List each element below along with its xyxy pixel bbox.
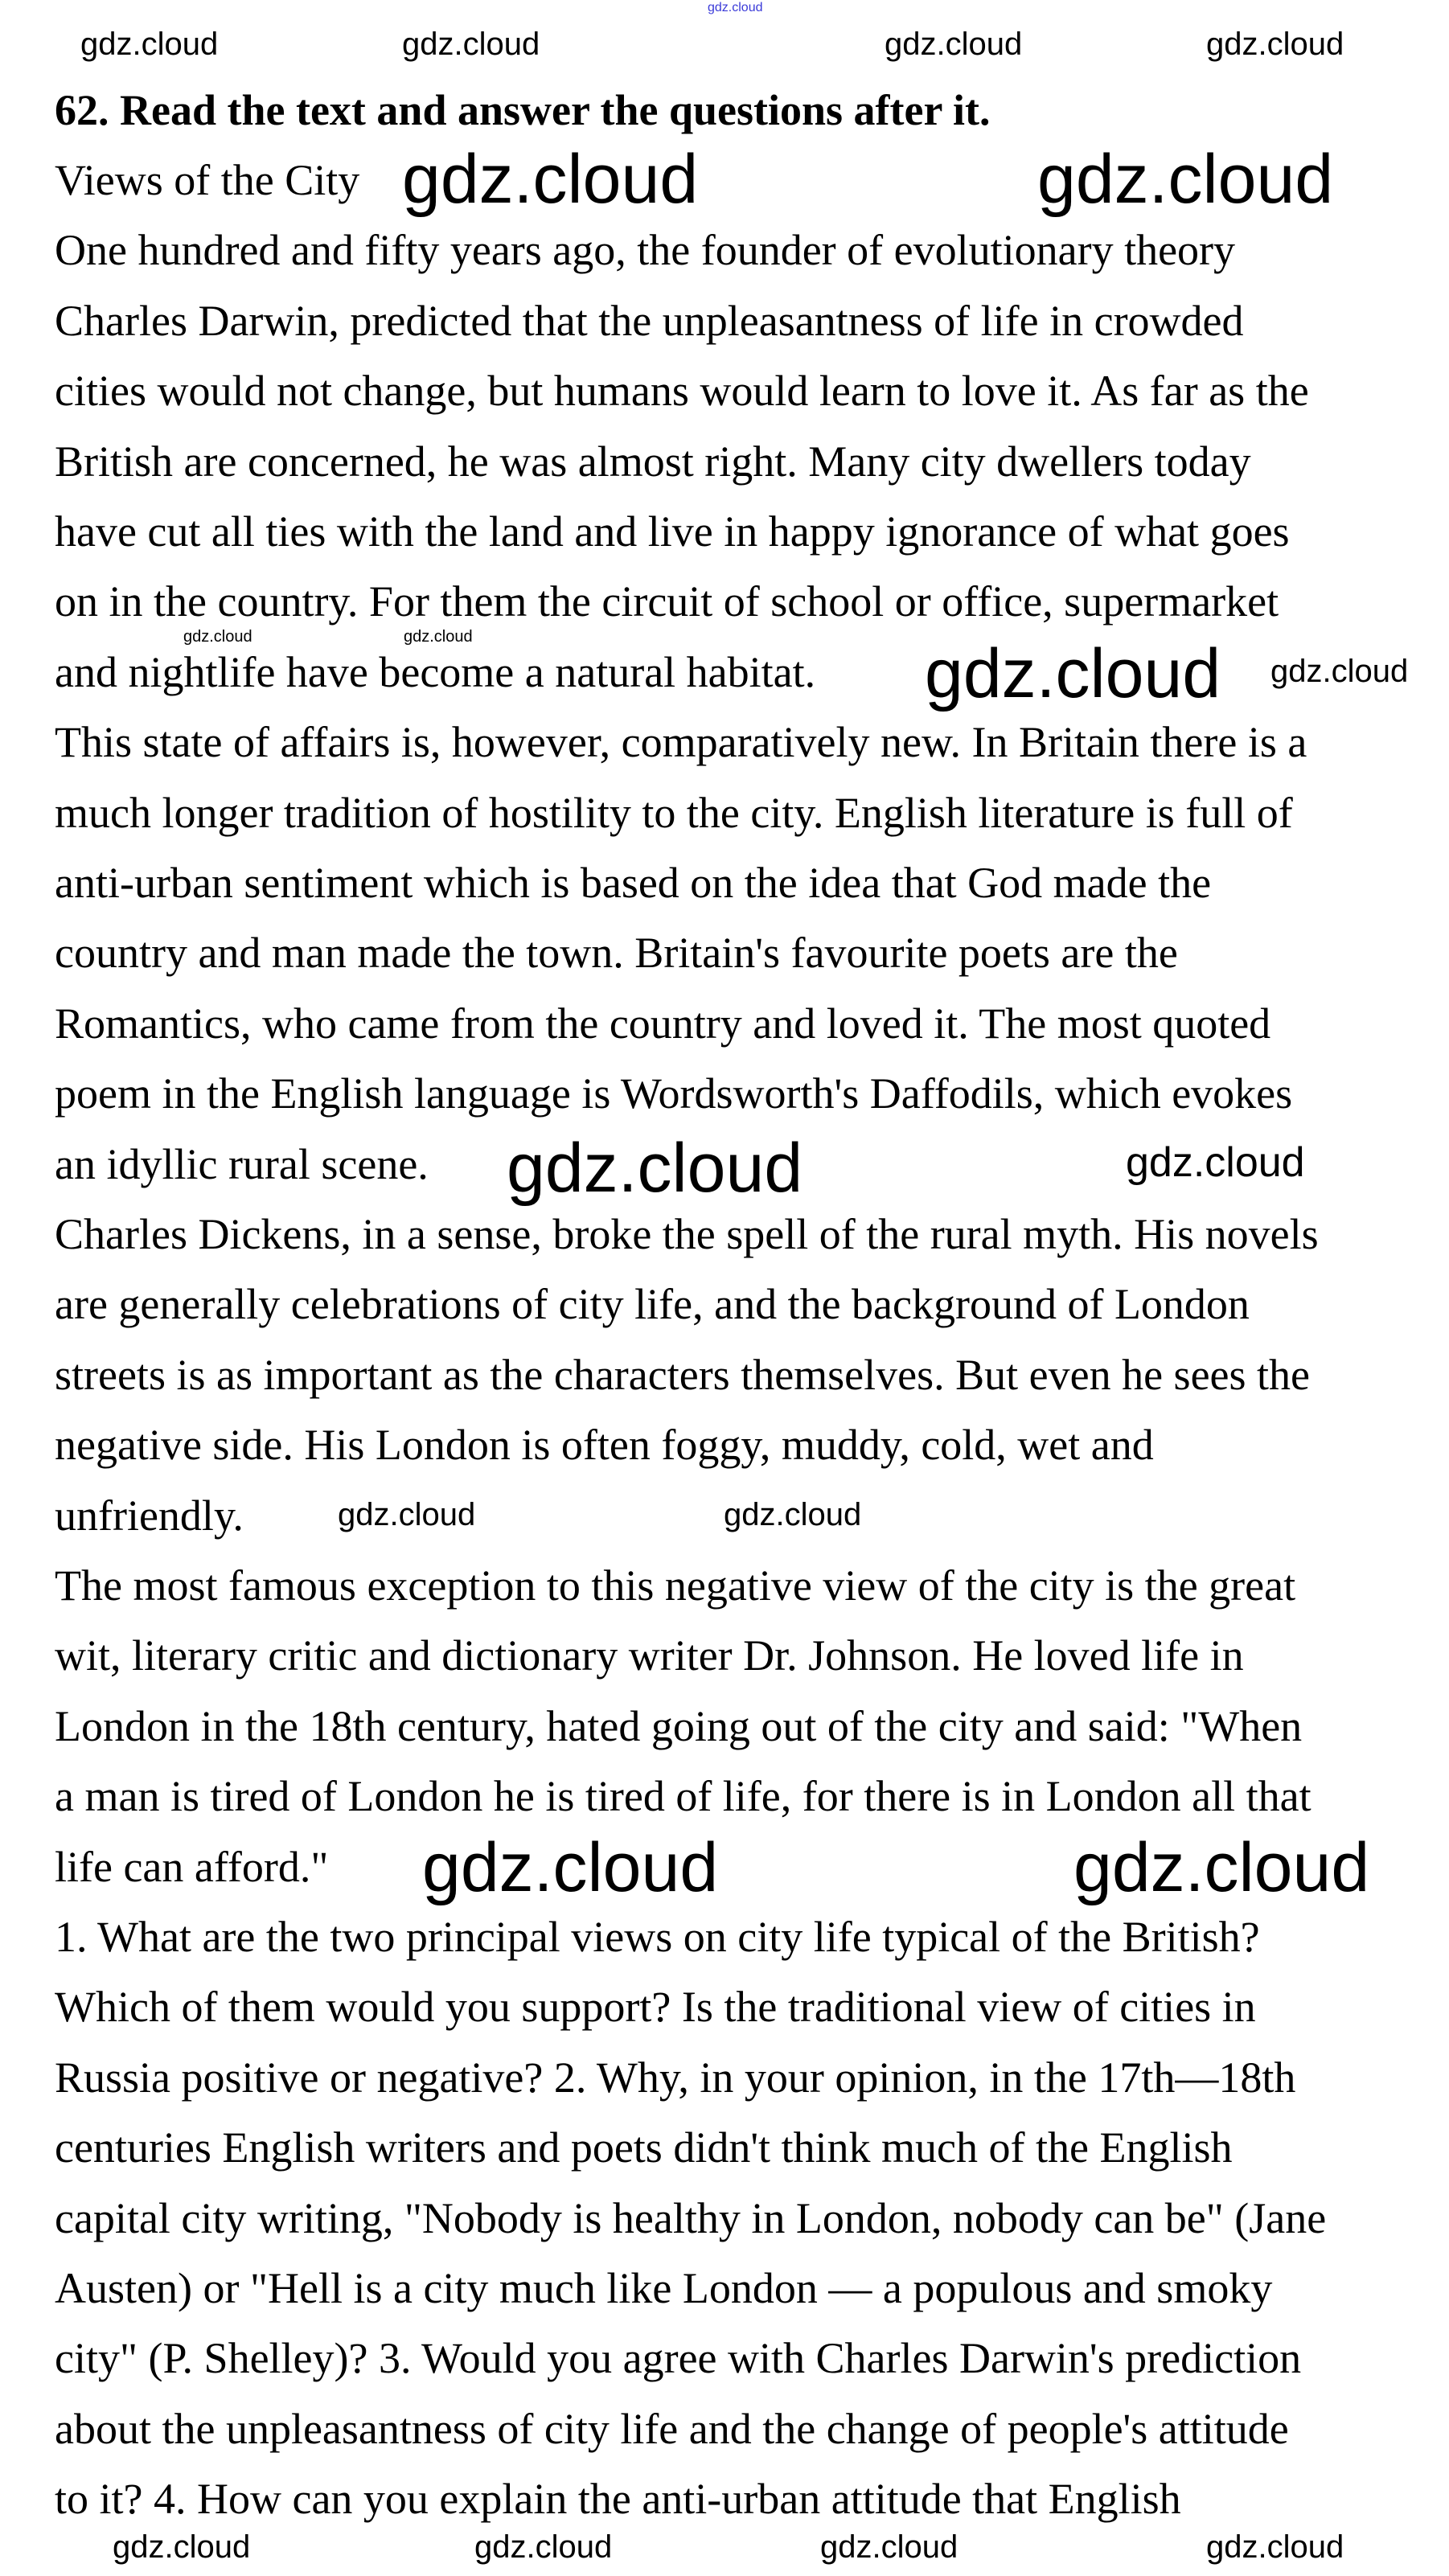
text-line: centuries English writers and poets didn't think much of the English [55,2123,1233,2172]
text-line: cities would not change, but humans would learn to love it. As far as the [55,367,1309,416]
text-line: negative side. His London is often foggy, muddy, cold, wet and [55,1421,1154,1470]
text-line: British are concerned, he was almost right. Many city dwellers today [55,437,1251,486]
watermark: gdz.cloud [820,2529,958,2565]
text-line: Russia positive or negative? 2. Why, in your opinion, in the 17th—18th [55,2053,1296,2102]
text-line: Austen) or "Hell is a city much like London — a populous and smoky [55,2264,1273,2312]
text-line: anti-urban sentiment which is based on the idea that God made the [55,859,1212,907]
watermark: gdz.cloud [183,628,252,646]
exercise-title: 62. Read the text and answer the questions after it. [55,86,991,134]
watermark: gdz.cloud [885,27,1023,62]
text-line: The most famous exception to this negative view of the city is the great [55,1561,1296,1610]
text-line: life can afford." [55,1842,329,1891]
text-line: a man is tired of London he is tired of life, for there is in London all that [55,1772,1311,1821]
text-line: streets is as important as the characters themselves. But even he sees the [55,1350,1310,1399]
watermark: gdz.cloud [404,628,473,646]
text-line: are generally celebrations of city life, and the background of London [55,1280,1250,1329]
watermark: gdz.cloud [474,2529,613,2565]
text-line: on in the country. For them the circuit of school or office, supermarket [55,577,1279,626]
watermark: gdz.cloud [113,2529,251,2565]
text-line: much longer tradition of hostility to the city. English literature is full of [55,788,1293,837]
watermark: gdz.cloud [402,27,540,62]
text-line: have cut all ties with the land and live in happy ignorance of what goes [55,507,1290,556]
text-line: One hundred and fifty years ago, the founder of evolutionary theory [55,226,1236,275]
watermark: gdz.cloud [1270,654,1409,689]
passage-heading: Views of the City [55,156,360,204]
text-line: 1. What are the two principal views on city life typical of the British? [55,1913,1260,1961]
watermark: gdz.cloud [338,1497,476,1532]
text-line: country and man made the town. Britain's favourite poets are the [55,929,1178,978]
text-line: This state of affairs is, however, comparatively new. In Britain there is a [55,718,1307,767]
text-line: Which of them would you support? Is the traditional view of cities in [55,1983,1256,2032]
text-line: poem in the English language is Wordsworth's Daffodils, which evokes [55,1069,1293,1118]
text-line: capital city writing, "Nobody is healthy in London, nobody can be" (Jane [55,2193,1327,2242]
text-line: Charles Dickens, in a sense, broke the spell of the rural myth. His novels [55,1210,1319,1258]
text-line: wit, literary critic and dictionary writer Dr. Johnson. He loved life in [55,1631,1244,1680]
text-line: unfriendly. [55,1491,244,1540]
text-line: Romantics, who came from the country and loved it. The most quoted [55,999,1271,1048]
watermark: gdz.cloud [80,27,219,62]
watermark: gdz.cloud [402,141,699,218]
text-line: Charles Darwin, predicted that the unpleasantness of life in crowded [55,296,1244,345]
text-line: to it? 4. How can you explain the anti-urban attitude that English [55,2475,1181,2524]
text-line: and nightlife have become a natural habitat. [55,647,816,696]
text-line: London in the 18th century, hated going out of the city and said: "When [55,1701,1303,1750]
header-watermark: gdz.cloud [708,1,763,14]
watermark: gdz.cloud [925,635,1221,712]
text-line: about the unpleasantness of city life and the change of people's attitude [55,2404,1289,2453]
watermark: gdz.cloud [1206,27,1344,62]
watermark: gdz.cloud [1206,2529,1344,2565]
watermark: gdz.cloud [724,1497,862,1532]
watermark: gdz.cloud [507,1130,803,1207]
watermark: gdz.cloud [1073,1829,1370,1906]
watermark: gdz.cloud [1126,1139,1305,1186]
text-line: an idyllic rural scene. [55,1139,429,1188]
watermark: gdz.cloud [1037,141,1334,218]
text-line: city" (P. Shelley)? 3. Would you agree with Charles Darwin's prediction [55,2334,1302,2383]
watermark: gdz.cloud [422,1829,719,1906]
